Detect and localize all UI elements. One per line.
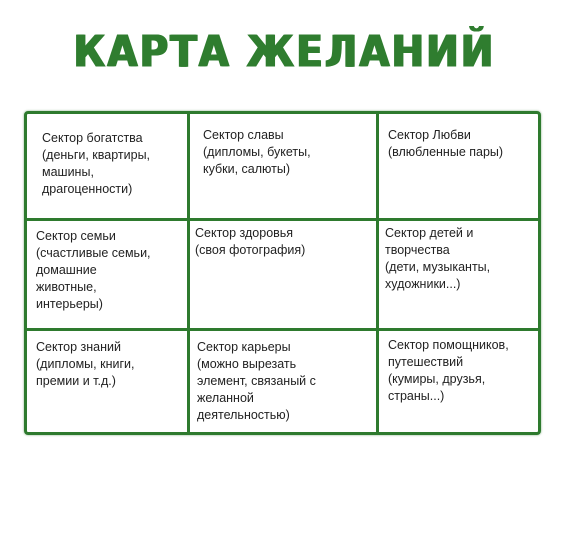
sector-wealth-text: Сектор богатства (деньги, квартиры, машины, драгоценности) bbox=[42, 131, 151, 196]
grid-divider-vertical-2 bbox=[376, 114, 379, 432]
sector-fame-text: Сектор славы (дипломы, букеты, кубки, салюты) bbox=[203, 128, 311, 176]
sector-children-creativity bbox=[385, 225, 535, 293]
sector-fame bbox=[203, 127, 373, 178]
wish-map-grid bbox=[24, 111, 541, 435]
sector-knowledge bbox=[36, 339, 186, 390]
sector-helpers-travel bbox=[388, 337, 538, 405]
sector-family-text: Сектор семьи (счастливые семьи, домашние животные, интерьеры) bbox=[36, 229, 151, 311]
sector-career bbox=[197, 339, 373, 424]
sector-love bbox=[388, 127, 538, 161]
sector-helpers-travel-text: Сектор помощников, путешествий (кумиры, друзья, страны...) bbox=[388, 338, 509, 403]
sector-wealth bbox=[42, 130, 187, 198]
sector-career-text: Сектор карьеры (можно вырезать элемент, связаный с желанной деятельностью) bbox=[197, 340, 316, 422]
grid-divider-horizontal-2 bbox=[27, 328, 538, 331]
sector-health-text: Сектор здоровья (своя фотография) bbox=[195, 226, 306, 257]
sector-health bbox=[195, 225, 373, 259]
sector-love-text: Сектор Любви (влюбленные пары) bbox=[388, 128, 504, 159]
page-title: КАРТА ЖЕЛАНИЙ bbox=[73, 27, 496, 78]
sector-family bbox=[36, 228, 186, 313]
grid-divider-vertical-1 bbox=[187, 114, 190, 432]
grid-divider-horizontal-1 bbox=[27, 218, 538, 221]
sector-children-creativity-text: Сектор детей и творчества (дети, музыканты, художники...) bbox=[385, 226, 491, 291]
sector-knowledge-text: Сектор знаний (дипломы, книги, премии и т.д.) bbox=[36, 340, 135, 388]
